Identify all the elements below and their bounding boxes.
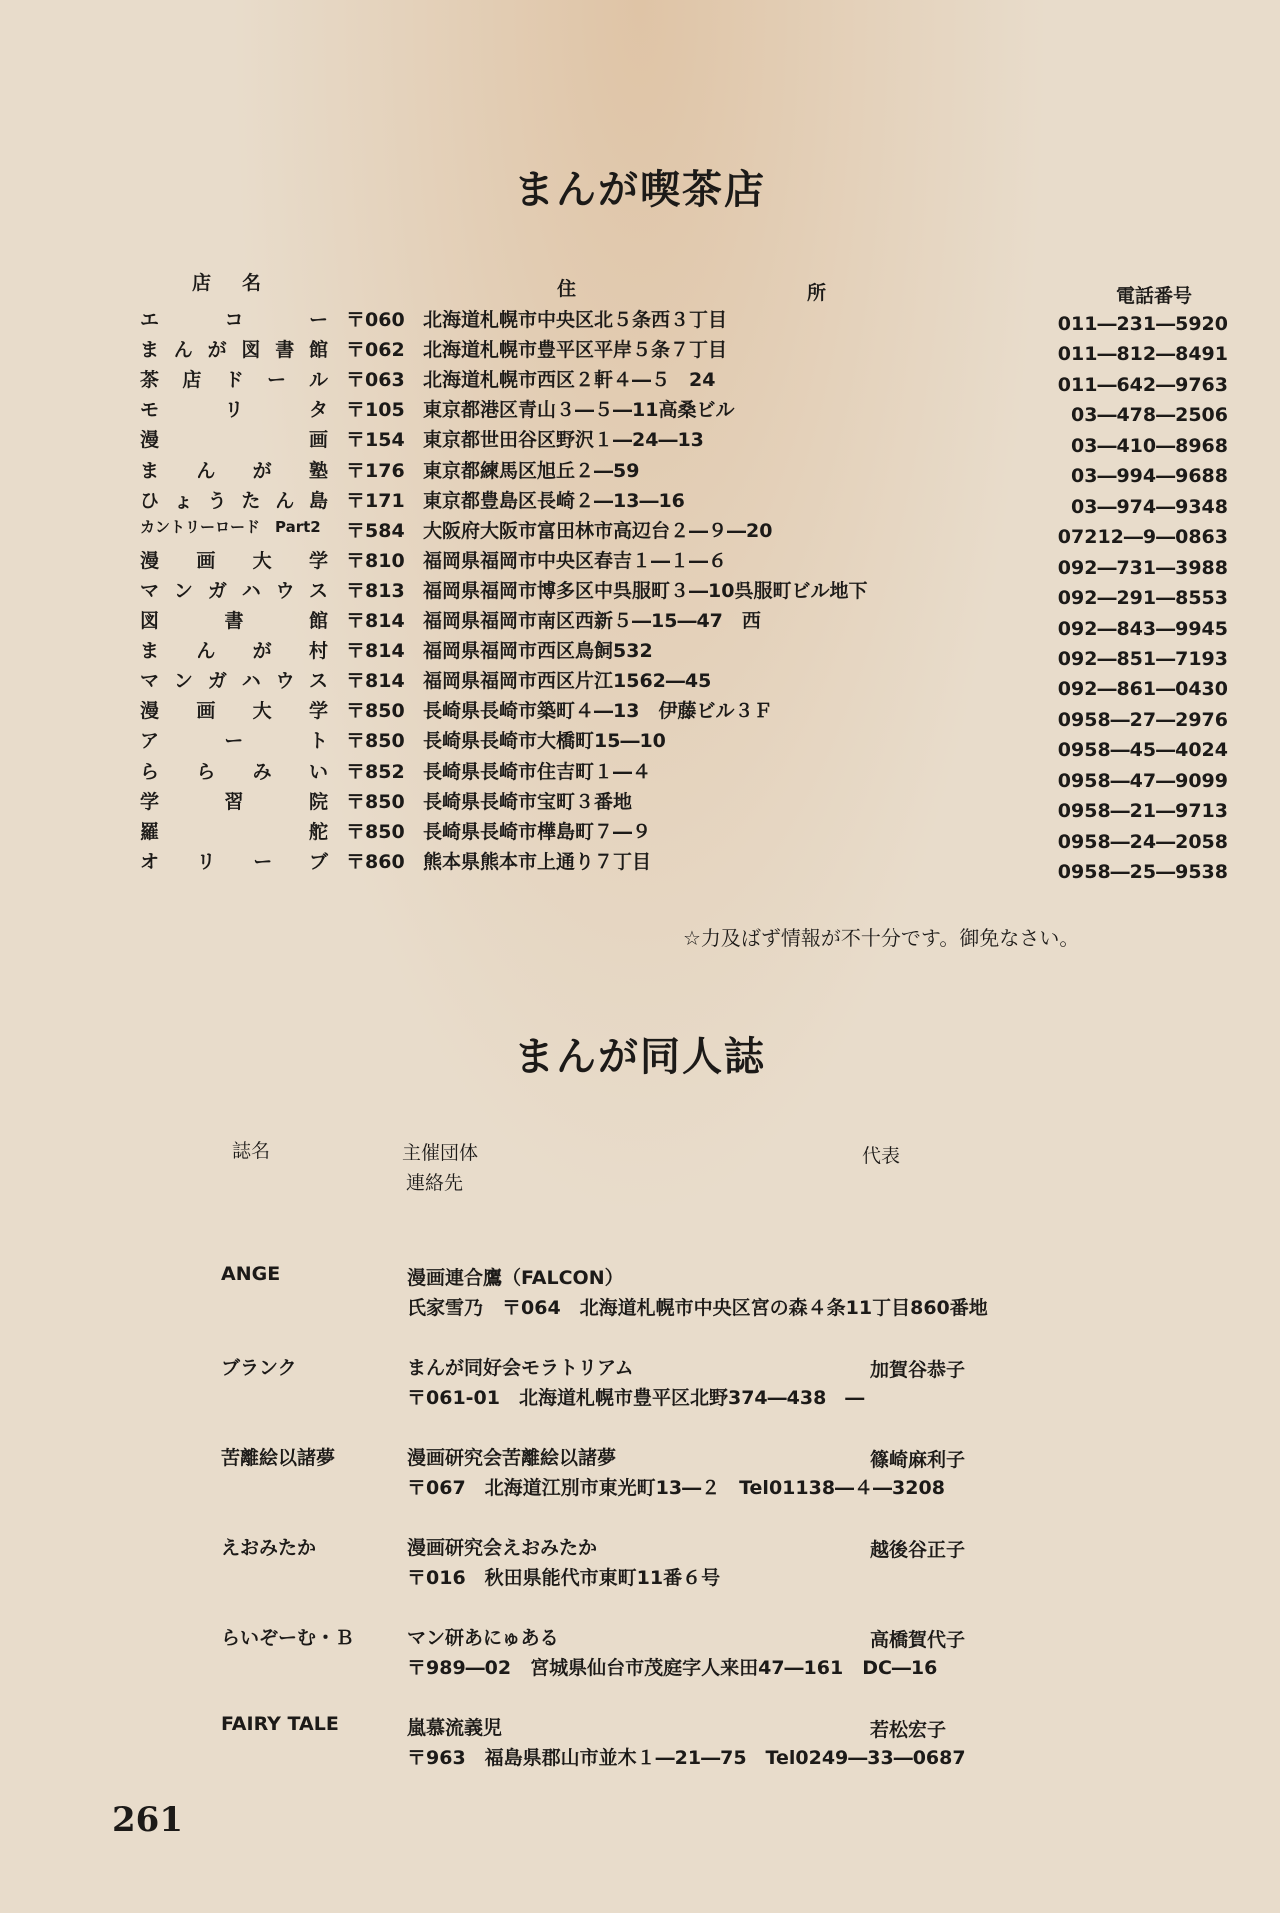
cafe-row bbox=[0, 606, 1280, 640]
cafe-postal-code: 〒171 bbox=[346, 489, 405, 512]
cafe-phone: 0958―27―2976 bbox=[1057, 708, 1228, 731]
cafe-address: 東京都港区青山３―５―11高桑ビル bbox=[423, 399, 735, 422]
cafe-name: 漫画 bbox=[140, 429, 328, 452]
zine-name: ANGE bbox=[221, 1263, 281, 1285]
cafe-name: エコー bbox=[140, 309, 328, 331]
cafe-name: マンガハウス bbox=[140, 579, 328, 602]
cafe-phone: 011―231―5920 bbox=[1057, 313, 1228, 335]
cafe-postal-code: 〒814 bbox=[346, 670, 405, 693]
cafe-address-header-a: 住 bbox=[557, 278, 577, 300]
cafe-postal-code: 〒060 bbox=[346, 309, 405, 331]
zine-contact: 〒963 福島県郡山市並木１―21―75 Tel0249―33―0687 bbox=[407, 1747, 966, 1769]
cafe-postal-code: 〒814 bbox=[346, 610, 405, 632]
cafe-name: まんが村 bbox=[140, 640, 328, 663]
cafe-address: 福岡県福岡市西区鳥飼532 bbox=[423, 640, 653, 663]
zine-name: FAIRY TALE bbox=[221, 1713, 339, 1735]
cafe-address: 東京都練馬区旭丘２―59 bbox=[423, 459, 640, 482]
zine-name: 苦離絵以諸夢 bbox=[221, 1447, 336, 1469]
cafe-name: 茶店ドール bbox=[140, 369, 328, 392]
zine-group: まんが同好会モラトリアム bbox=[407, 1357, 634, 1379]
zine-representative: 越後谷正子 bbox=[870, 1539, 966, 1561]
cafe-row bbox=[0, 546, 1280, 579]
cafe-address: 長崎県長崎市大橋町15―10 bbox=[423, 730, 666, 753]
cafe-address: 福岡県福岡市中央区春吉１―１―６ bbox=[423, 549, 728, 572]
cafe-address: 熊本県熊本市上通り７丁目 bbox=[423, 850, 652, 873]
zine-contact: 〒016 秋田県能代市東町11番６号 bbox=[407, 1567, 721, 1589]
cafe-address: 長崎県長崎市住吉町１―４ bbox=[423, 760, 652, 783]
zine-entry bbox=[0, 1623, 1280, 1693]
cafe-row bbox=[0, 335, 1280, 365]
cafe-row bbox=[0, 486, 1280, 516]
cafe-row bbox=[0, 516, 1280, 549]
cafe-name: カントリーロード Part2 bbox=[140, 517, 321, 536]
cafe-row bbox=[0, 787, 1280, 823]
cafe-postal-code: 〒850 bbox=[346, 730, 405, 753]
cafe-name-header: 店 名 bbox=[192, 272, 268, 294]
zine-contact: 〒067 北海道江別市東光町13―２ Tel01138―４―3208 bbox=[407, 1477, 945, 1499]
cafe-phone: 011―642―9763 bbox=[1057, 373, 1228, 396]
cafe-phone: 0958―25―9538 bbox=[1057, 861, 1228, 884]
cafe-row bbox=[0, 576, 1280, 610]
cafe-phone: 092―731―3988 bbox=[1057, 556, 1228, 579]
cafe-row bbox=[0, 305, 1280, 335]
zine-group: 漫画研究会苦離絵以諸夢 bbox=[407, 1447, 617, 1469]
cafe-postal-code: 〒852 bbox=[346, 760, 405, 783]
cafe-postal-code: 〒860 bbox=[346, 850, 405, 873]
cafe-row bbox=[0, 696, 1280, 731]
cafe-phone: 092―291―8553 bbox=[1057, 587, 1228, 610]
zine-entry bbox=[0, 1443, 1280, 1513]
zine-entry bbox=[0, 1533, 1280, 1603]
cafe-note: ☆力及ばず情報が不十分です。御免なさい。 bbox=[683, 926, 1080, 950]
cafe-row bbox=[0, 726, 1280, 762]
cafe-name: ひょうたん島 bbox=[140, 489, 328, 512]
cafe-address: 福岡県福岡市西区片江1562―45 bbox=[423, 670, 712, 693]
zine-name: らいぞーむ・Ｂ bbox=[221, 1627, 355, 1649]
cafe-row bbox=[0, 757, 1280, 792]
cafe-name: モリタ bbox=[140, 399, 328, 422]
cafe-name: オリーブ bbox=[140, 850, 328, 873]
zine-group: 嵐慕流義児 bbox=[407, 1717, 503, 1739]
cafe-postal-code: 〒810 bbox=[346, 549, 405, 572]
cafe-address: 長崎県長崎市宝町３番地 bbox=[423, 790, 633, 813]
doujinshi-title: まんが同人誌 bbox=[514, 1034, 766, 1080]
cafe-name: マンガハウス bbox=[140, 670, 328, 693]
cafe-postal-code: 〒105 bbox=[346, 399, 405, 422]
cafe-postal-code: 〒850 bbox=[346, 790, 405, 813]
cafe-phone: 092―851―7193 bbox=[1057, 647, 1228, 670]
cafe-name: ららみい bbox=[140, 760, 328, 783]
cafe-postal-code: 〒813 bbox=[346, 579, 405, 602]
cafe-name: 羅舵 bbox=[140, 820, 328, 843]
zine-representative: 若松宏子 bbox=[870, 1719, 947, 1741]
cafe-name: 学習院 bbox=[140, 790, 328, 813]
cafe-name: アート bbox=[140, 730, 328, 753]
cafe-address: 東京都世田谷区野沢１―24―13 bbox=[423, 429, 704, 452]
zine-entry bbox=[0, 1263, 1280, 1333]
cafe-row bbox=[0, 636, 1280, 670]
cafe-phone: 0958―24―2058 bbox=[1057, 830, 1228, 853]
cafe-row bbox=[0, 395, 1280, 425]
cafe-phone: 0958―47―9099 bbox=[1057, 769, 1228, 792]
cafe-name: 漫画大学 bbox=[140, 700, 328, 723]
zine-contact-header: 連絡先 bbox=[406, 1172, 464, 1194]
zine-name: ブランク bbox=[221, 1357, 297, 1379]
cafe-phone: 092―861―0430 bbox=[1057, 678, 1228, 701]
cafe-name: 図書館 bbox=[140, 610, 328, 632]
zine-name: えおみたか bbox=[221, 1537, 317, 1559]
cafe-postal-code: 〒063 bbox=[346, 369, 405, 392]
cafe-row bbox=[0, 817, 1280, 853]
zine-group: マン研あにゅある bbox=[407, 1627, 559, 1649]
cafe-phone: 03―994―9688 bbox=[1071, 465, 1228, 488]
cafe-row bbox=[0, 847, 1280, 884]
cafe-postal-code: 〒814 bbox=[346, 640, 405, 663]
cafe-row bbox=[0, 666, 1280, 701]
cafe-postal-code: 〒154 bbox=[346, 429, 405, 452]
cafe-name: 漫画大学 bbox=[140, 549, 328, 572]
zine-rep-header: 代表 bbox=[862, 1145, 901, 1167]
zine-group-header: 主催団体 bbox=[402, 1142, 479, 1164]
cafe-address: 北海道札幌市中央区北５条西３丁目 bbox=[423, 309, 728, 331]
cafe-tel-header: 電話番号 bbox=[1116, 285, 1193, 307]
page-number: 261 bbox=[112, 1800, 183, 1840]
cafe-address-header-b: 所 bbox=[807, 282, 827, 304]
cafes-title: まんが喫茶店 bbox=[514, 167, 766, 213]
cafe-phone: 092―843―9945 bbox=[1057, 617, 1228, 640]
cafe-row bbox=[0, 456, 1280, 486]
cafe-postal-code: 〒062 bbox=[346, 339, 405, 362]
cafe-address: 北海道札幌市西区２軒４―５ 24 bbox=[423, 369, 716, 392]
zine-group: 漫画連合鷹（FALCON） bbox=[407, 1267, 624, 1289]
cafe-postal-code: 〒176 bbox=[346, 459, 405, 482]
zine-group: 漫画研究会えおみたか bbox=[407, 1537, 598, 1559]
cafe-phone: 03―478―2506 bbox=[1071, 404, 1228, 427]
cafe-phone: 0958―21―9713 bbox=[1057, 800, 1228, 823]
cafe-phone: 011―812―8491 bbox=[1057, 343, 1228, 366]
cafe-phone: 03―410―8968 bbox=[1071, 434, 1228, 457]
cafe-phone: 07212―9―0863 bbox=[1057, 526, 1228, 549]
cafe-address: 大阪府大阪市富田林市高辺台２―９―20 bbox=[423, 519, 773, 542]
cafe-address: 長崎県長崎市築町４―13 伊藤ビル３Ｆ bbox=[423, 700, 773, 723]
cafe-row bbox=[0, 365, 1280, 395]
zine-representative: 高橋賀代子 bbox=[870, 1629, 966, 1651]
cafe-phone: 03―974―9348 bbox=[1071, 495, 1228, 518]
zine-contact: 〒061-01 北海道札幌市豊平区北野374―438 ― bbox=[407, 1387, 865, 1409]
zine-entry bbox=[0, 1713, 1280, 1783]
cafe-address: 長崎県長崎市樺島町７―９ bbox=[423, 820, 652, 843]
cafe-row bbox=[0, 425, 1280, 455]
cafe-phone: 0958―45―4024 bbox=[1057, 739, 1228, 762]
cafe-address: 東京都豊島区長崎２―13―16 bbox=[423, 489, 685, 512]
cafe-address: 福岡県福岡市博多区中呉服町３―10呉服町ビル地下 bbox=[423, 579, 868, 602]
cafe-address: 北海道札幌市豊平区平岸５条７丁目 bbox=[423, 339, 728, 362]
cafe-postal-code: 〒850 bbox=[346, 820, 405, 843]
cafe-name: まんが塾 bbox=[140, 459, 328, 482]
cafe-postal-code: 〒584 bbox=[346, 519, 405, 542]
zine-contact: 氏家雪乃 〒064 北海道札幌市中央区宮の森４条11丁目860番地 bbox=[407, 1297, 988, 1319]
cafe-name: まんが図書館 bbox=[140, 339, 328, 362]
zine-entry bbox=[0, 1353, 1280, 1423]
zine-representative: 篠崎麻利子 bbox=[870, 1449, 966, 1471]
cafe-postal-code: 〒850 bbox=[346, 700, 405, 723]
zine-representative: 加賀谷恭子 bbox=[870, 1359, 966, 1381]
cafe-address: 福岡県福岡市南区西新５―15―47 西 bbox=[423, 610, 761, 632]
zine-name-header: 誌名 bbox=[232, 1140, 271, 1162]
zine-contact: 〒989―02 宮城県仙台市茂庭字人来田47―161 DC―16 bbox=[407, 1657, 938, 1679]
